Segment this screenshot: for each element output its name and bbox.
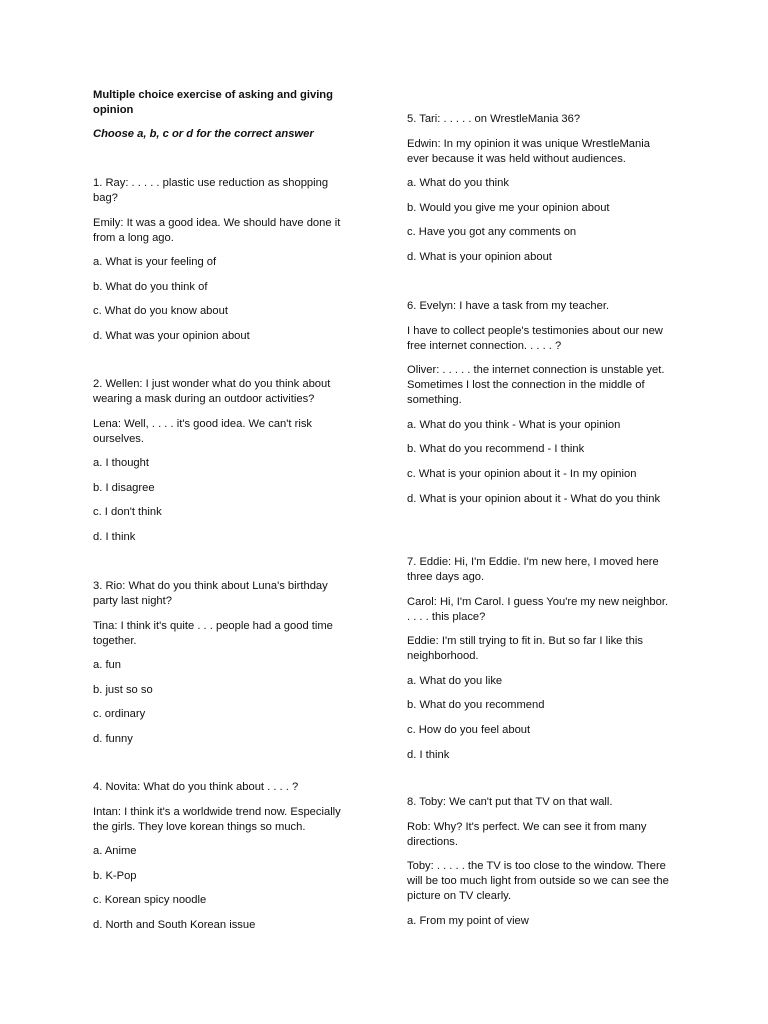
option-a: a. fun xyxy=(93,659,121,672)
answer-line: Tina: I think it's quite . . . people had a good time together. xyxy=(93,619,333,647)
option-b: b. Would you give me your opinion about xyxy=(407,201,610,214)
option-a: a. Anime xyxy=(93,845,137,858)
question-line: 2. Wellen: I just wonder what do you think about wearing a mask during an outdoor activities? xyxy=(93,378,331,405)
option-b: b. What do you recommend xyxy=(407,699,545,712)
option-d: d. North and South Korean issue xyxy=(93,918,256,931)
question-4 xyxy=(93,780,355,943)
question-5 xyxy=(407,112,673,275)
option-a: a. I thought xyxy=(93,457,149,470)
option-b: b. What do you recommend - I think xyxy=(407,443,585,456)
answer-line: Toby: . . . . . the TV is too close to the window. There will be too much light from outside so we can see the picture on TV clearly. xyxy=(407,860,669,903)
answer-line: Eddie: I'm still trying to fit in. But so far I like this neighborhood. xyxy=(407,635,643,663)
question-line: 7. Eddie: Hi, I'm Eddie. I'm new here, I moved here three days ago. xyxy=(407,556,659,583)
answer-line: Lena: Well, . . . . it's good idea. We can't risk ourselves. xyxy=(93,417,313,445)
option-b: b. What do you think of xyxy=(93,280,208,293)
question-line: I have to collect people's testimonies about our new free internet connection. . . . . ? xyxy=(407,324,663,352)
question-3 xyxy=(93,579,355,757)
page-title: Multiple choice exercise of asking and giving opinion xyxy=(93,89,333,116)
answer-line: Intan: I think it's a worldwide trend now. Especially the girls. They love korean things so much. xyxy=(93,805,341,833)
instruction: Choose a, b, c or d for the correct answer xyxy=(93,128,314,140)
option-c: c. What is your opinion about it - In my opinion xyxy=(407,467,637,480)
question-6 xyxy=(407,299,673,516)
question-1 xyxy=(93,176,355,354)
option-c: c. I don't think xyxy=(93,506,162,519)
option-d: d. funny xyxy=(93,732,133,745)
option-a: a. What do you think xyxy=(407,177,509,190)
option-d: d. What is your opinion about it - What do you think xyxy=(407,492,661,505)
question-line: 6. Evelyn: I have a task from my teacher. xyxy=(407,300,610,312)
option-c: c. What do you know about xyxy=(93,305,228,318)
question-line: 1. Ray: . . . . . plastic use reduction as shopping bag? xyxy=(93,177,329,204)
option-b: b. K-Pop xyxy=(93,869,137,882)
answer-line: Rob: Why? It's perfect. We can see it from many directions. xyxy=(407,820,647,848)
option-d: d. What was your opinion about xyxy=(93,329,250,342)
question-7 xyxy=(407,555,673,772)
option-c: c. Have you got any comments on xyxy=(407,226,577,239)
option-c: c. Korean spicy noodle xyxy=(93,894,207,907)
question-line: 5. Tari: . . . . . on WrestleMania 36? xyxy=(407,113,581,125)
option-c: c. How do you feel about xyxy=(407,723,531,736)
question-line: 8. Toby: We can't put that TV on that wall. xyxy=(407,796,613,808)
option-c: c. ordinary xyxy=(93,708,146,721)
question-line: 3. Rio: What do you think about Luna's birthday party last night? xyxy=(93,580,328,607)
option-a: a. From my point of view xyxy=(407,914,529,927)
option-a: a. What is your feeling of xyxy=(93,256,217,269)
answer-line: Edwin: In my opinion it was unique WrestleMania ever because it was held without audiences. xyxy=(407,137,650,165)
option-a: a. What do you think - What is your opinion xyxy=(407,418,621,431)
question-2 xyxy=(93,377,355,555)
option-b: b. just so so xyxy=(93,683,153,696)
answer-line: Oliver: . . . . . the internet connection is unstable yet. Sometimes I lost the connection in the middle of something. xyxy=(407,364,665,407)
answer-line: Emily: It was a good idea. We should have done it from a long ago. xyxy=(93,216,341,244)
option-d: d. I think xyxy=(407,748,450,761)
option-b: b. I disagree xyxy=(93,481,155,494)
answer-line: Carol: Hi, I'm Carol. I guess You're my new neighbor. . . . . this place? xyxy=(407,595,669,623)
question-line: 4. Novita: What do you think about . . . . ? xyxy=(93,781,299,793)
option-d: d. I think xyxy=(93,530,136,543)
option-a: a. What do you like xyxy=(407,674,503,687)
question-8 xyxy=(407,795,673,938)
option-d: d. What is your opinion about xyxy=(407,250,552,263)
